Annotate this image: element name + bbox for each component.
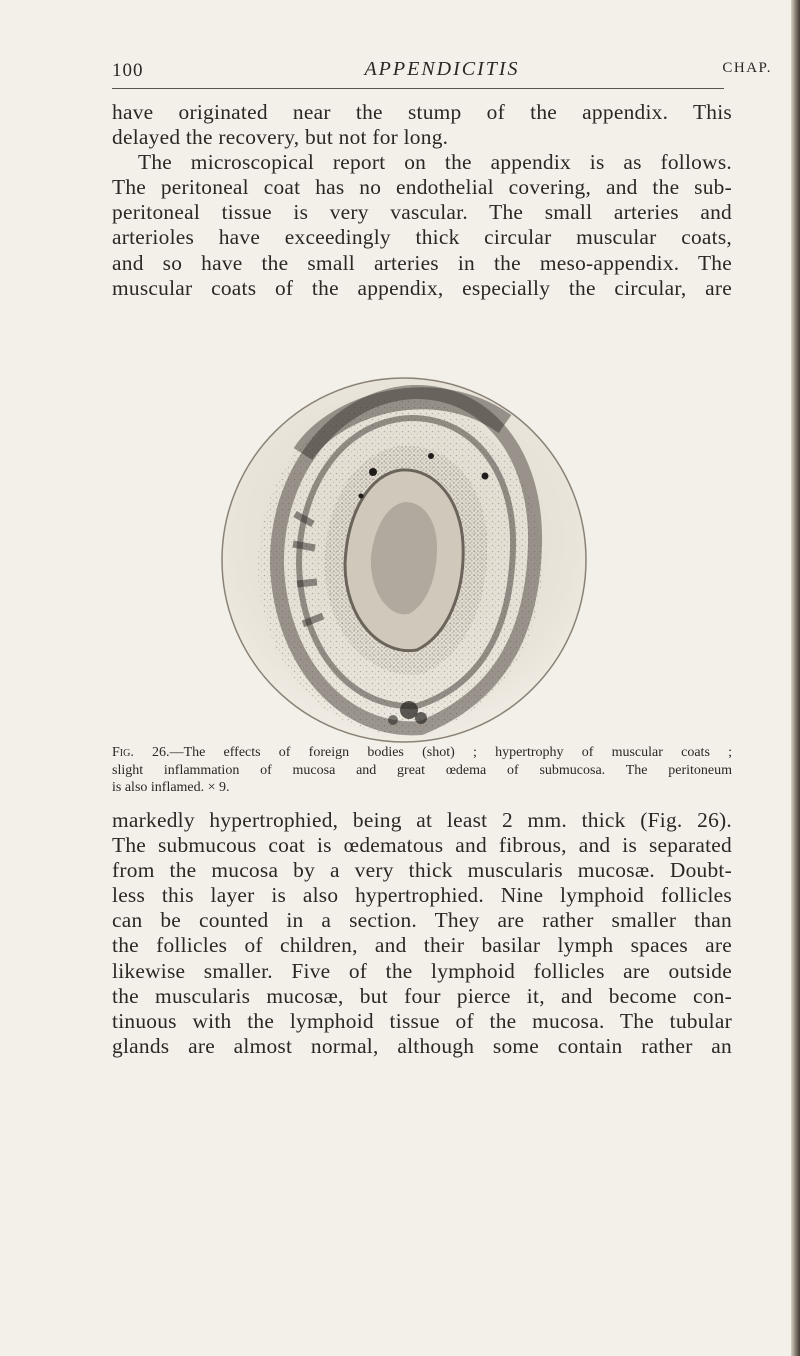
text-line: The microscopical report on the appendix is as follows. [138,150,732,175]
caption-line [112,744,732,762]
text-line: tinuous with the lymphoid tissue of the mucosa. The tubular [112,1008,732,1033]
text-line: delayed the recovery, but not for long. [112,125,449,150]
caption-text: —The effects of foreign bodies (shot) ; hypertrophy of muscular coats ; [169,745,732,760]
text-line: the muscularis mucosæ, but four pierce it, and become con- [112,983,732,1008]
text-line: and so have the small arteries in the meso-appendix. The [112,250,732,275]
text-line: the follicles of children, and their basilar lymph spaces are [112,933,732,958]
text-line: less this layer is also hypertrophied. Nine lymphoid follicles [112,883,732,908]
upper-body-text [112,100,732,301]
text-line: arterioles have exceedingly thick circular muscular coats, [112,225,732,250]
text-line: peritoneal tissue is very vascular. The small arteries and [112,200,732,225]
lower-body-text [112,808,732,1059]
text-line: have originated near the stump of the appendix. This [112,100,732,124]
caption-line: is also inflamed. × 9. [112,780,230,795]
text-line: can be counted in a section. They are rather smaller than [112,908,732,933]
text-line: The peritoneal coat has no endothelial covering, and the sub- [112,175,732,200]
caption-label: Fig. 26. [112,745,170,760]
micrograph-figure [185,334,623,806]
text-line: from the mucosa by a very thick muscularis mucosæ. Doubt- [112,858,732,883]
page-edge [791,0,800,1356]
figure-caption [112,744,732,797]
text-line: markedly hypertrophied, being at least 2 mm. thick (Fig. 26). [112,808,732,832]
caption-line: slight inflammation of mucosa and great œdema of submucosa. The peritoneum [112,762,732,778]
page-header [112,54,772,84]
text-line: likewise smaller. Five of the lymphoid follicles are outside [112,958,732,983]
page-number: 100 [112,60,144,81]
text-line: The submucous coat is œdematous and fibrous, and is separated [112,833,732,858]
running-head: APPENDICITIS [364,58,520,80]
header-rule [112,88,724,89]
text-line: muscular coats of the appendix, especially the circular, are [112,275,732,300]
text-line: glands are almost normal, although some contain rather an [112,1033,732,1058]
chapter-abbreviation: CHAP. [722,60,772,76]
appendix-cross-section-micrograph [185,334,623,744]
